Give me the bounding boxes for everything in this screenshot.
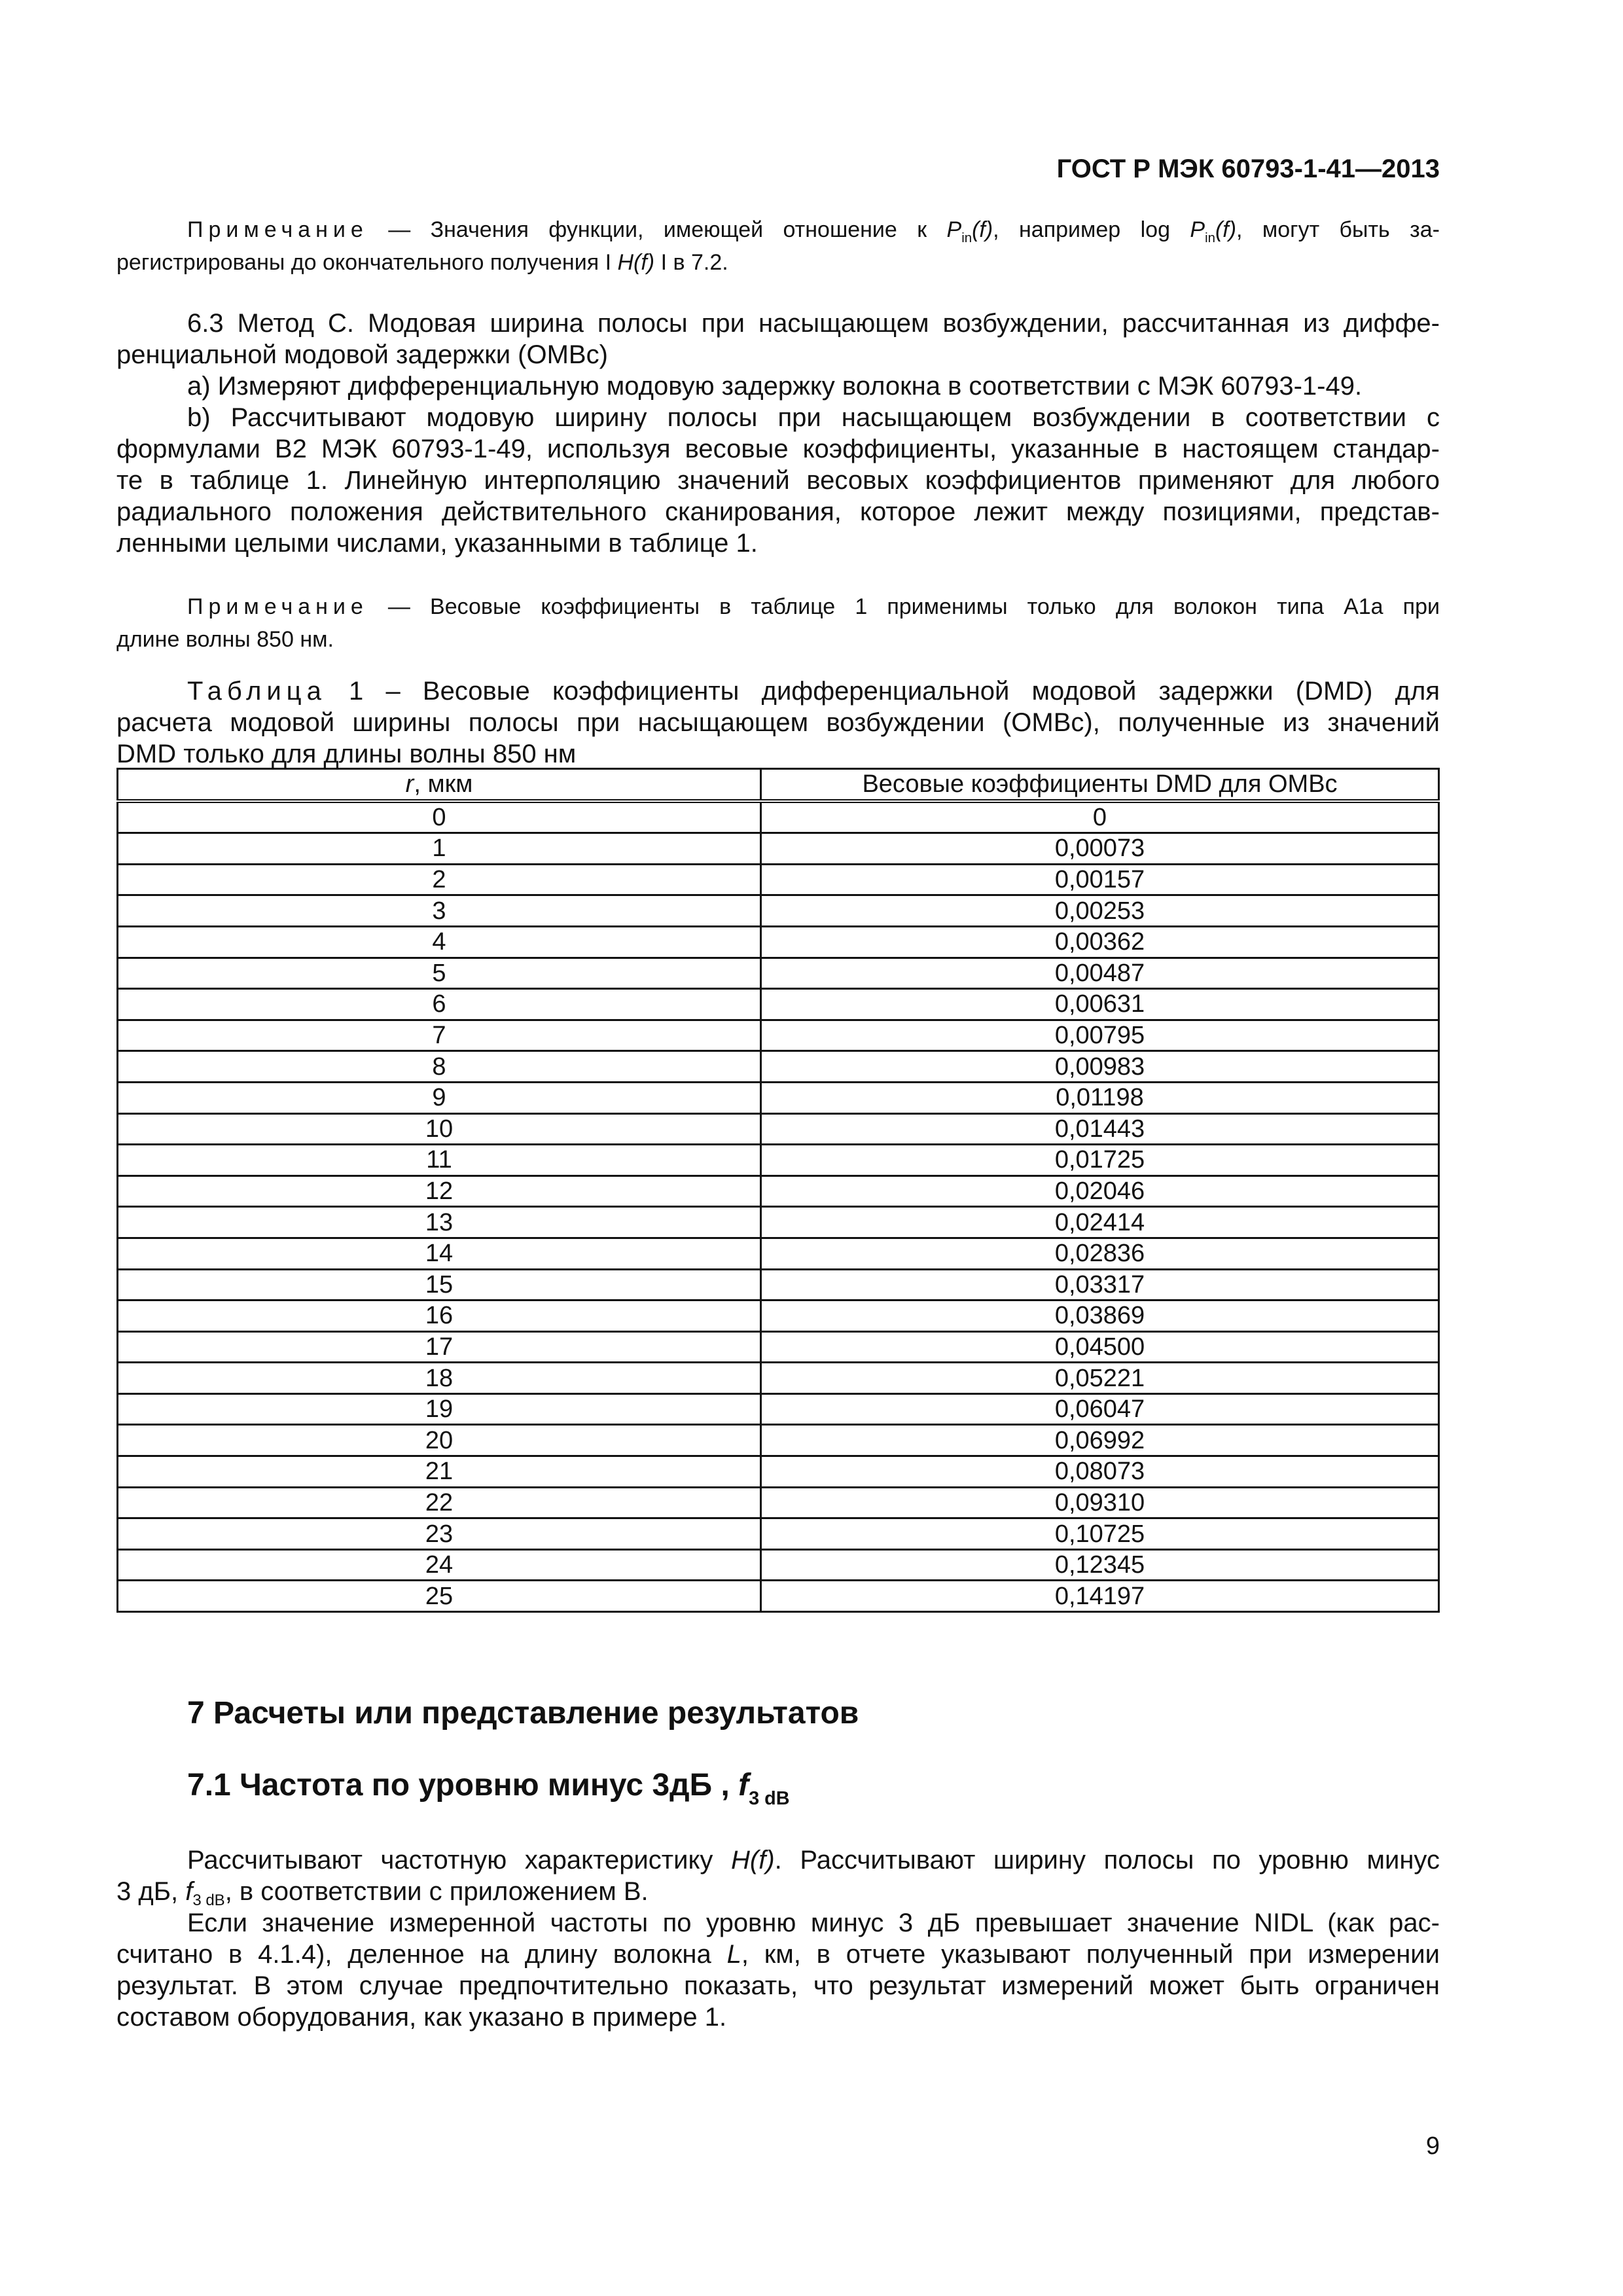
cell-r: 19 (118, 1393, 761, 1425)
table-row (118, 1020, 1439, 1051)
cell-weight: 0,12345 (761, 1549, 1439, 1581)
table-row (118, 1487, 1439, 1518)
cell-r: 5 (118, 958, 761, 989)
table-row (118, 1331, 1439, 1363)
table-caption (116, 675, 1440, 770)
table-row (118, 895, 1439, 927)
cell-weight: 0,10725 (761, 1518, 1439, 1550)
note-label: Примечание (187, 594, 368, 619)
table-row (118, 1549, 1439, 1581)
cell-r: 13 (118, 1207, 761, 1238)
cell-weight: 0,14197 (761, 1581, 1439, 1612)
table-label: Таблица (187, 677, 327, 706)
para-1-line-1: Рассчитывают частотную характеристику H(f). Рассчитывают ширину полосы по уровню минус (187, 1846, 1440, 1874)
cell-weight: 0,06992 (761, 1425, 1439, 1456)
cell-weight: 0,03317 (761, 1269, 1439, 1300)
cell-weight: 0,00253 (761, 895, 1439, 927)
table-body (118, 801, 1439, 1612)
table-row (118, 926, 1439, 958)
note-1 (116, 213, 1440, 279)
table-row (118, 864, 1439, 895)
cell-r: 10 (118, 1113, 761, 1145)
para-2-line-2: считано в 4.1.4), деленное на длину волокна L, км, в отчете указывают полученный при измерении (116, 1940, 1440, 1969)
cell-weight: 0,00795 (761, 1020, 1439, 1051)
section-6-3 (116, 308, 1440, 559)
section-6-3-heading-line-1: 6.3 Метод С. Модовая ширина полосы при насыщающем возбуждении, рассчитанная из диффе- (187, 309, 1440, 338)
note-label: Примечание (187, 217, 368, 242)
table-row (118, 1238, 1439, 1269)
cell-weight: 0,05221 (761, 1363, 1439, 1394)
table-row (118, 801, 1439, 833)
section-7-heading: 7 Расчеты или представление результатов (187, 1696, 859, 1731)
cell-r: 12 (118, 1175, 761, 1207)
cell-weight: 0,04500 (761, 1331, 1439, 1363)
cell-r: 17 (118, 1331, 761, 1363)
table-row (118, 1082, 1439, 1113)
table-row (118, 1393, 1439, 1425)
cell-r: 11 (118, 1145, 761, 1176)
cell-weight: 0,08073 (761, 1456, 1439, 1488)
cell-weight: 0,06047 (761, 1393, 1439, 1425)
cell-weight: 0,00073 (761, 833, 1439, 865)
cell-r: 1 (118, 833, 761, 865)
table-row (118, 1269, 1439, 1300)
table-row (118, 1300, 1439, 1332)
cell-weight: 0,02046 (761, 1175, 1439, 1207)
cell-weight: 0,02836 (761, 1238, 1439, 1269)
cell-r: 9 (118, 1082, 761, 1113)
cell-weight: 0,00362 (761, 926, 1439, 958)
note-1-line-1: Примечание — Значения функции, имеющей отношение к $P_{in}(f)$, например $\log P_{in}(f)$, могут быть за- (187, 217, 1440, 245)
cell-weight: 0,00487 (761, 958, 1439, 989)
table-row (118, 1051, 1439, 1083)
cell-weight: 0,00631 (761, 989, 1439, 1020)
cell-r: 22 (118, 1487, 761, 1518)
table-row (118, 1113, 1439, 1145)
cell-weight: 0,00983 (761, 1051, 1439, 1083)
item-b-line-4: радиального положения действительного сканирования, которое лежит между позициями, представ- (116, 497, 1440, 526)
note-2-line-1: Примечание — Весовые коэффициенты в таблице 1 применимы только для волокон типа A1a при (187, 594, 1440, 619)
cell-r: 23 (118, 1518, 761, 1550)
page-number: 9 (1425, 2132, 1440, 2160)
cell-r: 0 (118, 801, 761, 833)
table-caption-line-1: Таблица 1 – Весовые коэффициенты дифференциальной модовой задержки (DMD) для (187, 677, 1440, 706)
item-b-line-1: b) Рассчитывают модовую ширину полосы при насыщающем возбуждении в соответствии с (187, 403, 1440, 432)
note-2 (116, 590, 1440, 656)
cell-weight: 0 (761, 801, 1439, 833)
table-row (118, 1518, 1439, 1550)
section-7-1-body (116, 1844, 1440, 2033)
item-b-line-3: те в таблице 1. Линейную интерполяцию значений весовых коэффициентов применяют для любого (116, 466, 1440, 495)
table-row (118, 1363, 1439, 1394)
cell-r: 24 (118, 1549, 761, 1581)
table-row (118, 833, 1439, 865)
cell-r: 21 (118, 1456, 761, 1488)
cell-weight: 0,09310 (761, 1487, 1439, 1518)
cell-weight: 0,01443 (761, 1113, 1439, 1145)
table-row (118, 1456, 1439, 1488)
note-1-line-2: регистрированы до окончательного получения I H(f) I в 7.2. (116, 250, 728, 275)
item-b-line-5: ленными целыми числами, указанными в таблице 1. (116, 529, 758, 558)
table-caption-line-2: расчета модовой ширины полосы при насыщающем возбуждении (OMBc), полученные из значений (116, 708, 1440, 737)
table-caption-line-3: DMD только для длины волны 850 нм (116, 740, 577, 768)
cell-weight: 0,00157 (761, 864, 1439, 895)
table-header-row (118, 769, 1439, 801)
cell-r: 20 (118, 1425, 761, 1456)
cell-r: 4 (118, 926, 761, 958)
para-2-line-1: Если значение измеренной частоты по уровню минус 3 дБ превышает значение NIDL (как рас- (187, 1909, 1440, 1937)
table-row (118, 1145, 1439, 1176)
para-2-line-4: составом оборудования, как указано в примере 1. (116, 2003, 727, 2032)
para-2-line-3: результат. В этом случае предпочтительно показать, что результат измерений может быть ограничен (116, 1971, 1440, 2000)
section-6-3-heading-line-2: ренциальной модовой задержки (OMBc) (116, 340, 608, 369)
cell-weight: 0,03869 (761, 1300, 1439, 1332)
cell-r: 18 (118, 1363, 761, 1394)
cell-r: 6 (118, 989, 761, 1020)
table-row (118, 958, 1439, 989)
dmd-weights-table (116, 768, 1440, 1613)
cell-r: 15 (118, 1269, 761, 1300)
cell-r: 3 (118, 895, 761, 927)
table-row (118, 1175, 1439, 1207)
document-header: ГОСТ Р МЭК 60793-1-41—2013 (1056, 154, 1440, 183)
column-header-weights: Весовые коэффициенты DMD для OMBc (761, 769, 1439, 801)
cell-r: 25 (118, 1581, 761, 1612)
note-2-line-2: длине волны 850 нм. (116, 627, 334, 652)
cell-r: 16 (118, 1300, 761, 1332)
cell-weight: 0,01198 (761, 1082, 1439, 1113)
cell-r: 2 (118, 864, 761, 895)
section-7-1-heading: 7.1 Частота по уровню минус 3дБ , $f_{3 dB}$ (187, 1768, 790, 1809)
table-row (118, 1581, 1439, 1612)
cell-r: 7 (118, 1020, 761, 1051)
cell-r: 8 (118, 1051, 761, 1083)
cell-r: 14 (118, 1238, 761, 1269)
table-row (118, 1207, 1439, 1238)
para-1-line-2: 3 дБ, $f_{3 dB}$, в соответствии с приложением B. (116, 1877, 649, 1909)
column-header-r: r, мкм (118, 769, 761, 801)
table-row (118, 989, 1439, 1020)
table-row (118, 1425, 1439, 1456)
item-a: а) Измеряют дифференциальную модовую задержку волокна в соответствии с МЭК 60793-1-49. (187, 372, 1363, 401)
cell-weight: 0,02414 (761, 1207, 1439, 1238)
cell-weight: 0,01725 (761, 1145, 1439, 1176)
item-b-line-2: формулами B2 МЭК 60793-1-49, используя весовые коэффициенты, указанные в настоящем стандар- (116, 435, 1440, 463)
